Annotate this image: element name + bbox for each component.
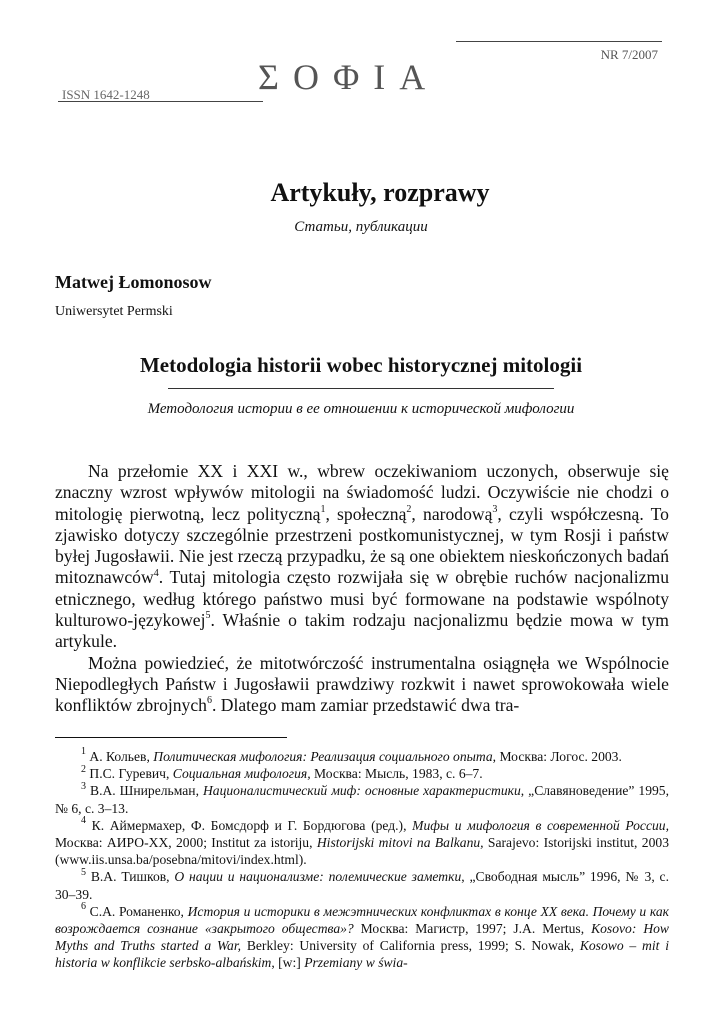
header-rule-bottom [58, 101, 263, 102]
journal-name: ΣΟΦΙΑ [258, 57, 440, 97]
author-affiliation: Uniwersytet Permski [55, 304, 173, 319]
footnote-ref[interactable]: 2 [406, 503, 412, 515]
footnote-ref[interactable]: 3 [492, 503, 498, 515]
footnote-number: 3 [81, 780, 86, 792]
footnote-number: 1 [81, 746, 86, 758]
footnote-number: 4 [81, 815, 86, 827]
footnote: $^4$ К. Аймермахер, Ф. Бомсдорф и Г. Бордюгова (ред.), Мифы и мифология в современной России, Москва: АИРО-XX, 2000; Institut za istoriju, Historijski mitovi na Balkanu, Sarajevo: Istorijski institut, 2003 (www.iis.unsa.ba/posebna/mitovi/index.html). [55, 815, 669, 868]
section-title: Artykuły, rozprawy [270, 178, 490, 207]
footnote: $^1$ А. Кольев, Политическая мифология: Реализация социального опыта, Москва: Логос. 2003. [81, 746, 622, 764]
footnote-ref[interactable]: 6 [206, 695, 212, 707]
footnote: $^5$ В.А. Тишков, О нации и национализме: полемические заметки, „Свободная мысль” 1996, № 3, с. 30–39. [55, 866, 669, 902]
header-rule-top [456, 41, 662, 42]
article-body [55, 461, 669, 717]
footnote-number: 6 [81, 901, 86, 913]
footnote: $^2$ П.С. Гуревич, Социальная мифология, Москва: Мысль, 1983, с. 6–7. [81, 763, 483, 782]
footnote-number: 5 [81, 866, 86, 878]
footnote-ref[interactable]: 1 [320, 503, 326, 515]
issn-label: ISSN 1642-1248 [62, 87, 150, 102]
footnote: $^6$ С.А. Романенко, История и историки в межэтнических конфликтах в конце XX века. Почему и как возрождается сознание «закрытого общества»? Москва: Магистр, 1997; J.A. Mertus, Kosovo: How Myths and Truths started a War, Berkley: University of California press, 1999; S. Nowak, Kosowo – mit i historia w konflikcie serbsko-albańskim, [w:] Przemiany w świa- [55, 901, 669, 971]
section-subtitle: Статьи, публикации [294, 219, 428, 235]
footnotes [55, 748, 669, 972]
article-subtitle: Методология истории в ее отношении к исторической мифологии [147, 401, 575, 417]
author-name: Matwej Łomonosow [55, 272, 212, 292]
footnote-ref[interactable]: 4 [153, 567, 159, 579]
footnote: $^3$ В.А. Шнирельман, Националистический миф: основные характеристики, „Славяноведение” 1995, № 6, с. 3–13. [55, 780, 669, 816]
footnote-ref[interactable]: 5 [205, 610, 211, 622]
body-paragraph: Na przełomie XX i XXI w., wbrew oczekiwaniom uczonych, obserwuje się znaczny wzrost wpływów mitologii na świadomość ludzi. Oczywiście nie chodzi o mitologię pierwotną, lecz polityczną$^1$, społeczną$^2$, narodową$^3$, czyli współczesną. To zjawisko dotyczy szczególnie przestrzeni postkomunistycznej, w tym Rosji i państw byłej Jugosławii. Nie jest rzeczą przypadku, że są one obiektem nieskończonych badań mitoznawców$^4$. Tutaj mitologia często rozwijała się w obrębie ruchów nacjonalizmu etnicznego, według którego państwo musi być formowane na podstawie wspólnoty kulturowo-językowej$^5$. Właśnie o takim rodzaju nacjonalizmu będzie mowa w tym artykule. [55, 461, 669, 652]
footnote-separator [55, 737, 287, 738]
footnote-number: 2 [81, 763, 86, 775]
article-title: Metodologia historii wobec historycznej mitologii [139, 353, 583, 377]
title-underline [168, 388, 554, 389]
body-paragraph: Można powiedzieć, że mitotwórczość instrumentalna osiągnęła we Wspólnocie Niepodległych Państw i Jugosławii prawdziwy rozkwit i nawet sprowokowała wiele konfliktów zbrojnych$^6$. Dlatego mam zamiar przedstawić dwa tra- [55, 652, 669, 716]
issue-number: NR 7/2007 [600, 47, 658, 62]
